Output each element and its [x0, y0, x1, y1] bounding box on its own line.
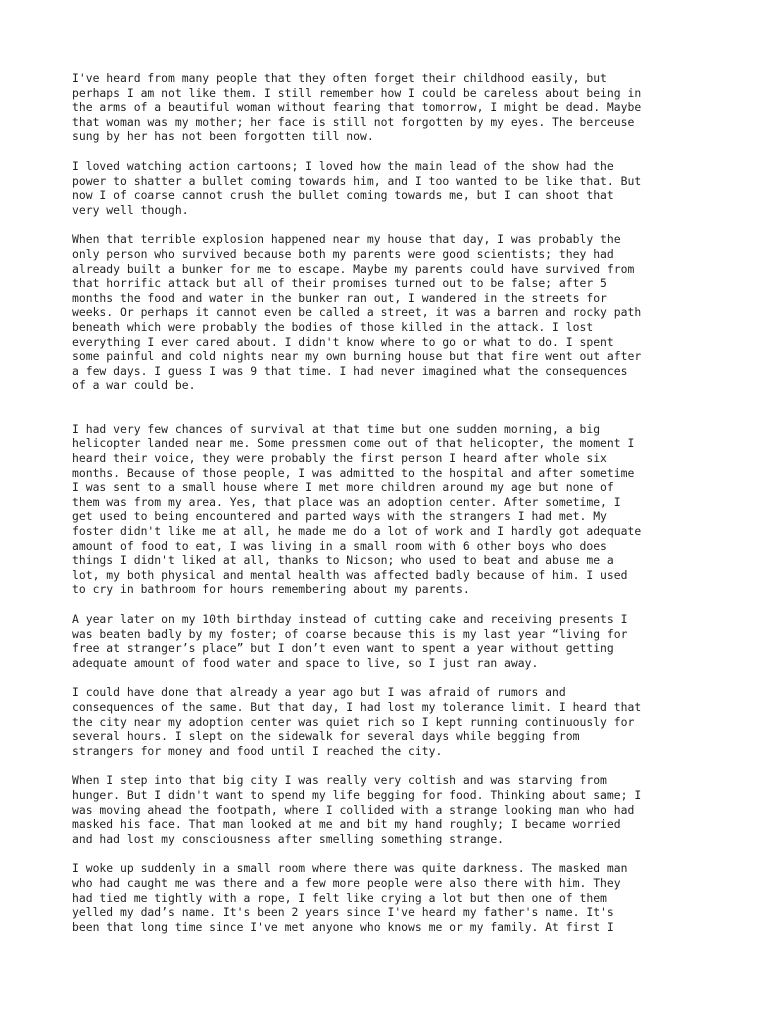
paragraph-helicopter: I had very few chances of survival at that time but one sudden morning, a big helicopter landed near me. Some pressmen come out of that helicopter, the moment I heard their voice, they were probably the first person I heard after whole six months. Because of those people, I was admitted to the hospital and after sometime I was sent to a small house where I met more children around my age but none of them was from my area. Yes, that place was an adoption center. After sometime, I get used to being encountered and parted ways with the strangers I had met. My foster didn't like me at all, he made me do a lot of work and I hardly got adequate amount of food to eat, I was living in a small room with 6 other boys who does things I didn't liked at all, thanks to Nicson; who used to beat and abuse me a lot, my both physical and mental health was affected badly because of him. I used to cry in bathroom for hours remembering about my parents.: [72, 421, 642, 597]
paragraph-cartoons: I loved watching action cartoons; I loved how the main lead of the show had the power to shatter a bullet coming towards him, and I too wanted to be like that. But now I of coarse cannot crush the bullet coming towards me, but I can shoot that very well though.: [72, 158, 642, 217]
document-page: [72, 71, 712, 949]
paragraph-running: I could have done that already a year ago but I was afraid of rumors and consequences of the same. But that day, I had lost my tolerance limit. I heard that the city near my adoption center was quiet rich so I kept running continuously for several hours. I slept on the sidewalk for several days while begging from strangers for money and food until I reached the city.: [72, 685, 642, 758]
paragraph-childhood: I've heard from many people that they often forget their childhood easily, but perhaps I am not like them. I still remember how I could be careless about being in the arms of a beautiful woman without fearing that tomorrow, I might be dead. Maybe that woman was my mother; her face is still not forgotten by my eyes. The berceuse sung by her has not been forgotten till now.: [72, 71, 642, 144]
paragraph-dark-room: I woke up suddenly in a small room where there was quite darkness. The masked man who had caught me was there and a few more people were also there with him. They had tied me tightly with a rope, I felt like crying a lot but then one of them yelled my dad’s name. It's been 2 years since I've heard my father's name. It's been that long time since I've met anyone who knows me or my family. At first I: [72, 861, 628, 934]
paragraph-birthday: A year later on my 10th birthday instead of cutting cake and receiving presents I was beaten badly by my foster; of coarse because this is my last year “living for free at stranger’s place” but I don’t even want to spent a year without getting adequate amount of food water and space to live, so I just ran away.: [72, 612, 628, 670]
paragraph-city: When I step into that big city I was really very coltish and was starving from hunger. But I didn't want to spend my life begging for food. Thinking about same; I was moving ahead the footpath, where I collided with a strange looking man who had masked his face. That man looked at me and bit my hand roughly; I became worried and had lost my consciousness after smelling something strange.: [72, 773, 642, 846]
paragraph-explosion: When that terrible explosion happened near my house that day, I was probably the only person who survived because both my parents were good scientists; they had already built a bunker for me to escape. Maybe my parents could have survived from that horrific attack but all of their promises turned out to be false; after 5 months the food and water in the bunker ran out, I wandered in the streets for weeks. Or perhaps it cannot even be called a street, it was a barren and rocky path beneath which were probably the bodies of those killed in the attack. I lost everything I ever cared about. I didn't know where to go or what to do. I spent some painful and cold nights near my own burning house but that fire went out after a few days. I guess I was 9 that time. I had never imagined what the consequences of a war could be.: [72, 232, 642, 393]
